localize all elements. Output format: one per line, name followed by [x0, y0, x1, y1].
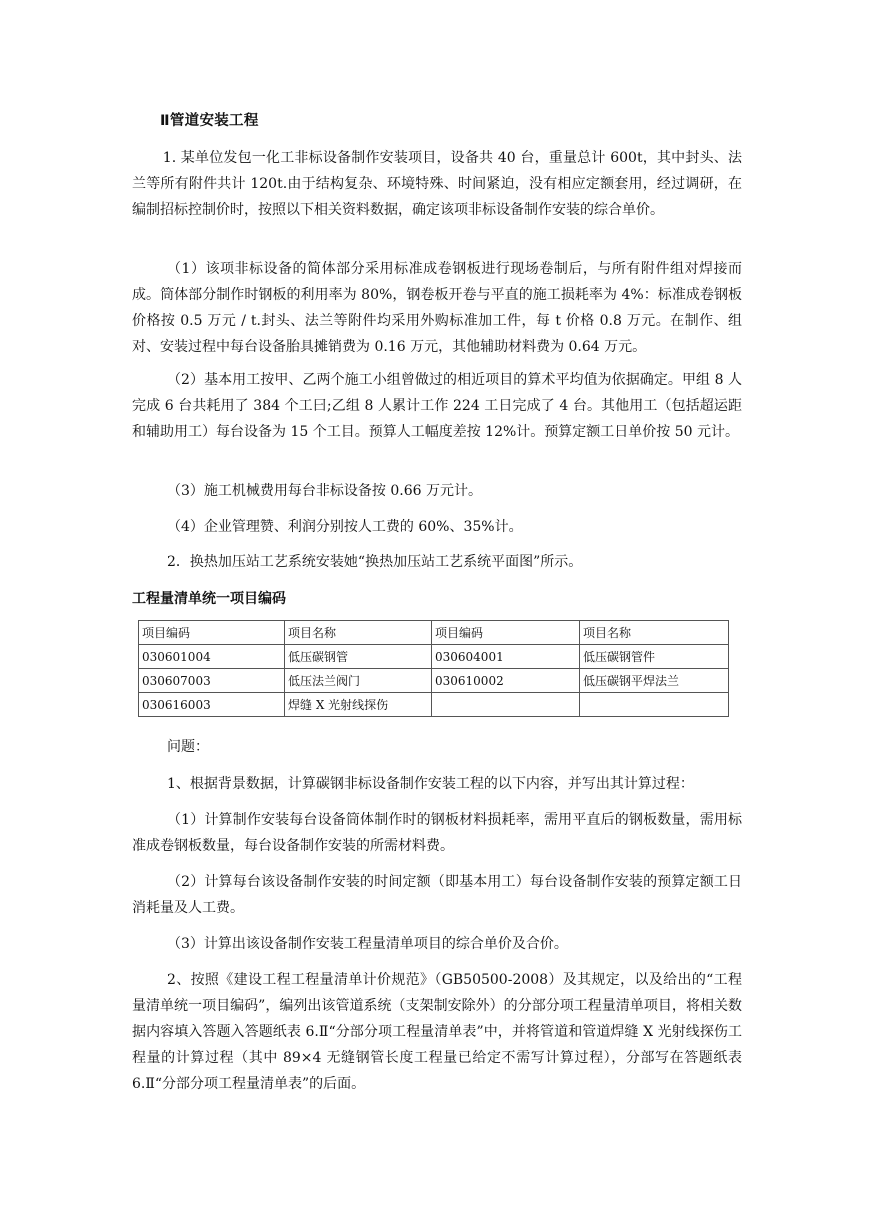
- table-title: 工程量清单统一项目编码: [132, 591, 286, 607]
- table-row: [139, 669, 729, 693]
- table-cell: 030610002: [432, 669, 580, 693]
- table-cell: 030616003: [139, 693, 285, 717]
- table-cell: 低压碳钢平焊法兰: [580, 669, 729, 693]
- paragraph-condition-1: （1）该项非标设备的简体部分采用标准成卷钢板进行现场卷制后，与所有附件组对焊接而成。筒体部分制作时钢板的利用率为 80%，钢卷板开卷与平直的施工损耗率为 4%：标准成卷钢板价格按 0.5 万元 / t.封头、法兰等附件均采用外购标准加工件，每 t 价格 0.8 万元。在制作、组对、安装过程中每台设备胎具摊销费为 0.16 万元，其他辅助材料费为 0.64 万元。: [132, 261, 742, 355]
- table-header-cell: 项目编码: [432, 621, 580, 645]
- table-cell: [580, 693, 729, 717]
- paragraph-condition-3: （3）施工机械费用每台非标设备按 0.66 万元计。: [167, 483, 482, 499]
- question-1-part-2: （2）计算每台该设备制作安装的时间定额（即基本用工）每台设备制作安装的预算定额工日消耗量及人工费。: [132, 874, 742, 916]
- paragraph-condition-4: （4）企业管理赞、利润分别按人工费的 60%、35%计。: [167, 519, 523, 535]
- table-cell: [432, 693, 580, 717]
- table-header-cell: 项目名称: [580, 621, 729, 645]
- paragraph-condition-2: （2）基本用工按甲、乙两个施工小组曾做过的相近项目的算术平均值为依据确定。甲组 8 人完成 6 台共耗用了 384 个工曰;乙组 8 人累计工作 224 工日完成了 4 台。其他用工（包括超运距和辅助用工）每台设备为 15 个工目。预算人工幅度差按 12%计。预算定额工日单价按 50 元计。: [132, 372, 742, 440]
- table-cell: 030601004: [139, 645, 285, 669]
- table-row: [139, 693, 729, 717]
- paragraph-background-1: 1. 某单位发包一化工非标设备制作安装项目，设备共 40 台，重量总计 600t，其中封头、法兰等所有附件共计 120t.由于结构复杂、环境特殊、时间紧迫，没有相应定额套用，经过调研，在编制招标控制价时，按照以下相关资料数据，确定该项非标设备制作安装的综合单价。: [132, 150, 742, 218]
- questions-label: 问题：: [167, 739, 209, 755]
- table-cell: 低压碳钢管件: [580, 645, 729, 669]
- table-cell: 低压法兰阀门: [285, 669, 432, 693]
- question-1: 1、根据背景数据，计算碳钢非标设备制作安装工程的以下内容，并写出其计算过程：: [167, 776, 694, 792]
- paragraph-background-2: 2．换热加压站工艺系统安装她“换热加压站工艺系统平面图”所示。: [167, 554, 583, 570]
- table-cell: 焊缝 X 光射线探伤: [285, 693, 432, 717]
- question-2: 2、按照《建设工程工程量清单计价规范》（GB50500-2008）及其规定，以及给出的“工程量清单统一项目编码”，编列出该管道系统（支架制安除外）的分部分项工程量清单项目，将相关数据内容填入答题入答题纸表 6.Ⅱ“分部分项工程量清单表”中，并将管道和管道焊缝 X 光射线探伤工程量的计算过程（其中 89×4 无缝钢管长度工程量已给定不需写计算过程），分部写在答题纸表 6.Ⅱ“分部分项工程量清单表”的后面。: [132, 972, 742, 1092]
- section-title: Ⅱ管道安装工程: [160, 113, 259, 129]
- table-cell: 030607003: [139, 669, 285, 693]
- table-row: [139, 645, 729, 669]
- table-cell: 低压碳钢管: [285, 645, 432, 669]
- question-1-part-1: （1）计算制作安装每台设备筒体制作时的钢板材料损耗率，需用平直后的钢板数量，需用标准成卷钢板数量，每台设备制作安装的所需材料费。: [132, 812, 742, 854]
- question-1-part-3: （3）计算出该设备制作安装工程量清单项目的综合单价及合价。: [167, 936, 568, 952]
- table-header-cell: 项目编码: [139, 621, 285, 645]
- project-code-table: [138, 620, 729, 717]
- table-cell: 030604001: [432, 645, 580, 669]
- table-header-row: [139, 621, 729, 645]
- table-header-cell: 项目名称: [285, 621, 432, 645]
